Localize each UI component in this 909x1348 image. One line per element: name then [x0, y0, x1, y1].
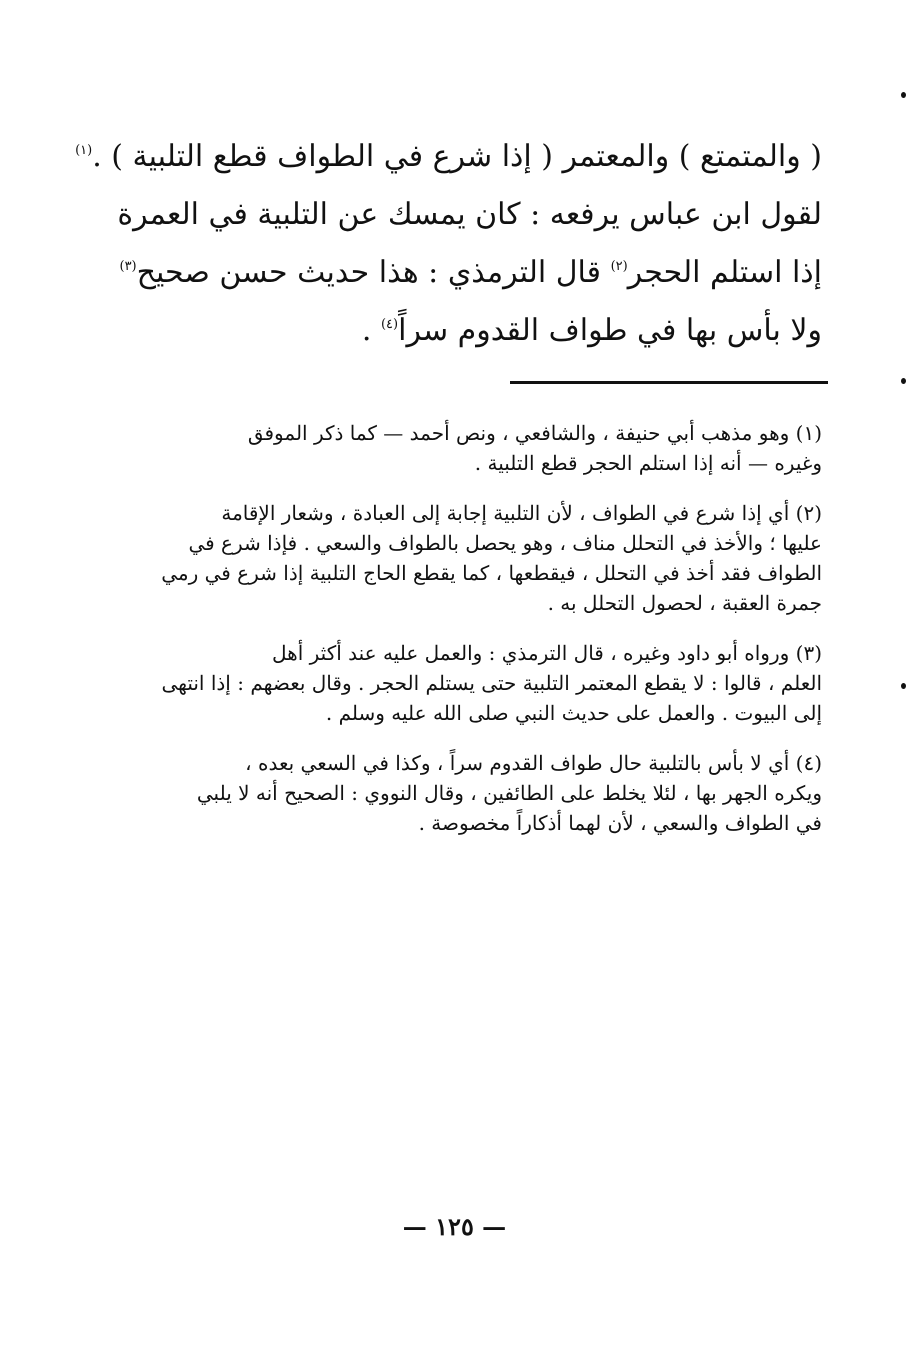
footnote-4	[100, 748, 822, 838]
scan-edge-mark	[901, 378, 906, 384]
footnote-line: العلم ، قالوا : لا يقطع المعتمر التلبية حتى يستلم الحجر . وقال بعضهم : إذا انتهى	[161, 671, 822, 695]
footnote-line: (٣) ورواه أبو داود وغيره ، قال الترمذي : والعمل عليه عند أكثر أهل	[272, 641, 822, 665]
footnote-line: عليها ؛ والأخذ في التحلل مناف ، وهو يحصل بالطواف والسعي . فإذا شرع في	[188, 531, 822, 555]
main-line-4-text: ولا بأس بها في طواف القدوم سراً	[398, 313, 822, 348]
footnote-line: ويكره الجهر بها ، لئلا يخلط على الطائفين ، وقال النووي : الصحيح أنه لا يلبي	[196, 781, 822, 805]
page-number: — ١٢٥ —	[402, 1212, 507, 1241]
main-line-2-text: لقول ابن عباس يرفعه : كان يمسك عن التلبية في العمرة	[117, 197, 822, 232]
footnote-divider	[510, 381, 828, 384]
main-line-1	[75, 128, 822, 186]
footnote-ref-3: (٣)	[119, 259, 137, 274]
footnote-ref-4: (٤)	[380, 317, 399, 332]
main-line-3-text-a: إذا استلم الحجر	[627, 255, 822, 290]
main-line-3	[100, 244, 822, 302]
main-line-3-text-b: قال الترمذي : هذا حديث حسن صحيح	[136, 255, 602, 290]
footnote-2	[100, 498, 822, 618]
footnote-line: وغيره — أنه إذا استلم الحجر قطع التلبية .	[474, 451, 822, 475]
main-text	[75, 128, 822, 360]
scan-edge-mark	[901, 92, 906, 98]
footnote-line: (١) وهو مذهب أبي حنيفة ، والشافعي ، ونص أحمد — كما ذكر الموفق	[247, 421, 822, 445]
footnote-1	[100, 418, 822, 478]
footnote-3	[100, 638, 822, 728]
footnote-ref-2: (٢)	[610, 259, 628, 274]
footnote-line: جمرة العقبة ، لحصول التحلل به .	[547, 591, 822, 615]
footnote-line: (٤) أي لا بأس بالتلبية حال طواف القدوم سراً ، وكذا في السعي بعده ،	[245, 751, 822, 775]
footnotes	[100, 418, 822, 858]
footnote-ref-1: (١)	[75, 143, 93, 158]
main-line-1-text: ( والمتمتع ) والمعتمر ( إذا شرع في الطواف قطع التلبية ) .	[92, 139, 822, 174]
footnote-line: إلى البيوت . والعمل على حديث النبي صلى الله عليه وسلم .	[325, 701, 822, 725]
main-line-2	[100, 186, 822, 244]
footnote-line: الطواف فقد أخذ في التحلل ، فيقطعها ، كما يقطع الحاج التلبية إذا شرع في رمي	[161, 561, 822, 585]
scan-edge-mark	[901, 683, 906, 689]
main-line-4	[100, 302, 822, 360]
footnote-line: (٢) أي إذا شرع في الطواف ، لأن التلبية إجابة إلى العبادة ، وشعار الإقامة	[221, 501, 822, 525]
main-line-4-end: .	[361, 313, 372, 348]
footnote-line: في الطواف والسعي ، لأن لهما أذكاراً مخصوصة .	[418, 811, 822, 835]
